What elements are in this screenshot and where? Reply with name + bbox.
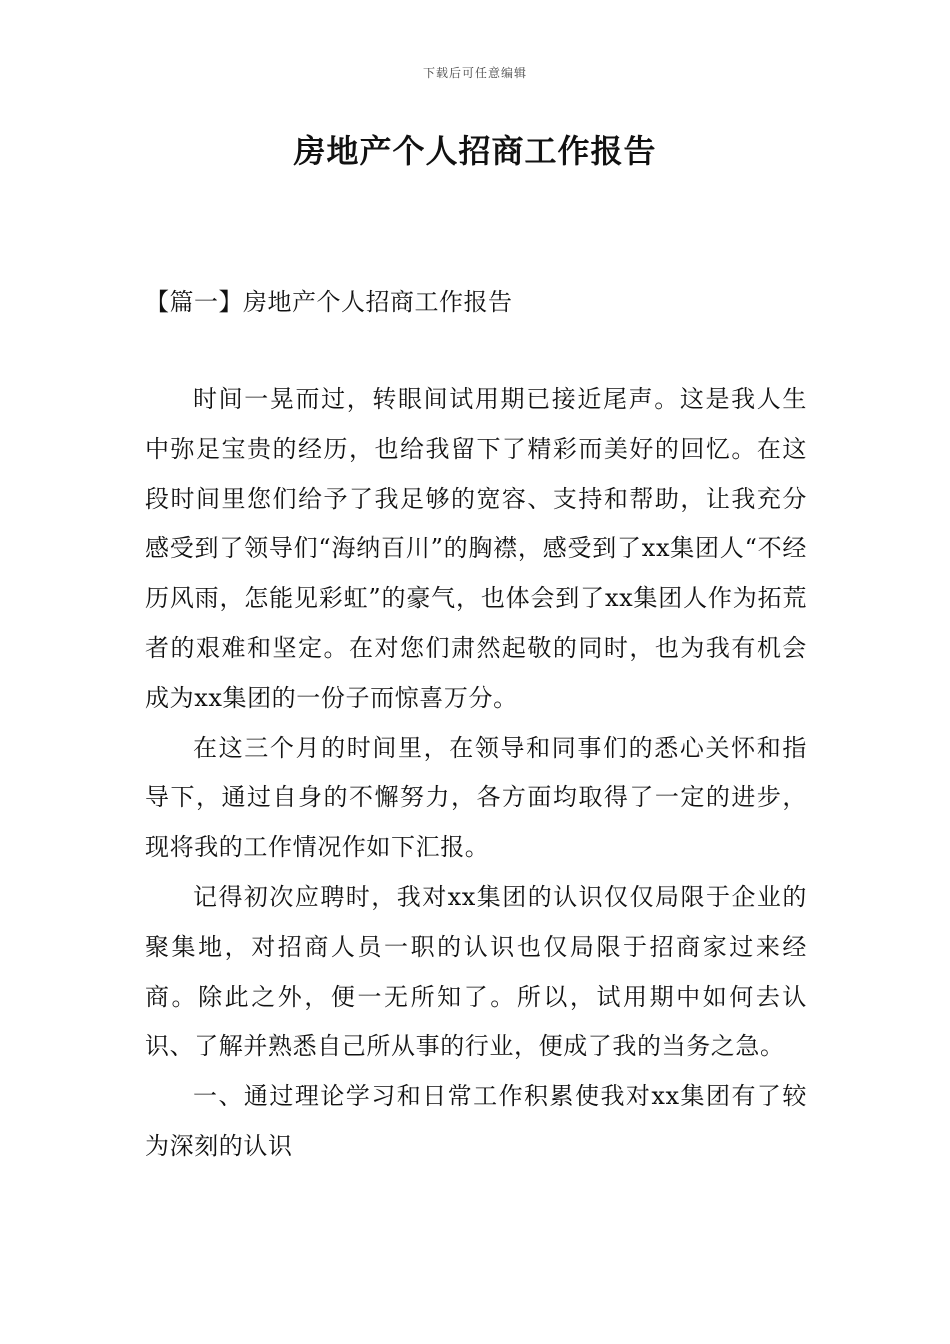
paragraph-2: 在这三个月的时间里，在领导和同事们的悉心关怀和指导下，通过自身的不懈努力，各方面均取得了一定的进步，现将我的工作情况作如下汇报。 (145, 733, 807, 862)
header-note: 下载后可任意编辑 (422, 66, 527, 80)
document-body (145, 375, 807, 1172)
section-heading: 【篇一】房地产个人招商工作报告 (145, 288, 513, 316)
document-title: 房地产个人招商工作报告 (293, 132, 657, 170)
paragraph-3: 记得初次应聘时，我对xx集团的认识仅仅局限于企业的聚集地，对招商人员一职的认识也仅局限于招商家过来经商。除此之外，便一无所知了。所以，试用期中如何去认识、了解并熟悉自己所从事的行业，便成了我的当务之急。 (145, 882, 807, 1061)
paragraph-4: 一、通过理论学习和日常工作积累使我对xx集团有了较为深刻的认识 (145, 1082, 807, 1160)
paragraph-1: 时间一晃而过，转眼间试用期已接近尾声。这是我人生中弥足宝贵的经历，也给我留下了精彩而美好的回忆。在这段时间里您们给予了我足够的宽容、支持和帮助，让我充分感受到了领导们“海纳百川”的胸襟，感受到了xx集团人“不经历风雨，怎能见彩虹”的豪气，也体会到了xx集团人作为拓荒者的艰难和坚定。在对您们肃然起敬的同时，也为我有机会成为xx集团的一份子而惊喜万分。 (145, 385, 807, 712)
